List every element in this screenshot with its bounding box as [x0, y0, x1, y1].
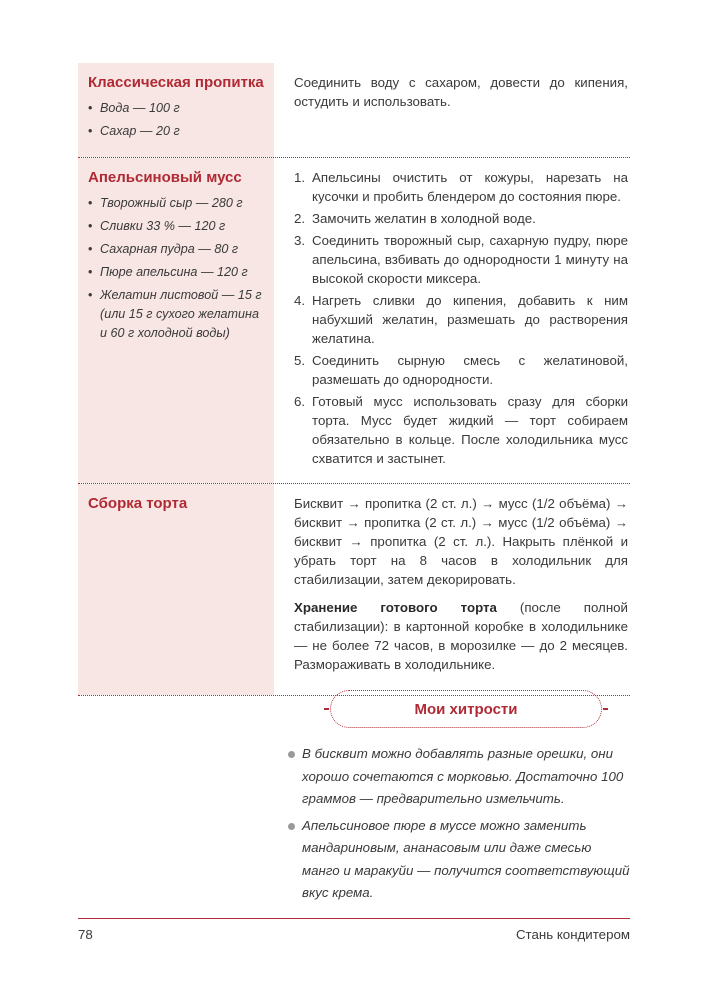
- step-list: [294, 168, 628, 468]
- storage-label: Хранение готового торта: [294, 600, 497, 615]
- storage-text: [294, 598, 628, 674]
- ingredient-list: [88, 194, 264, 343]
- step-text: Нагреть сливки до кипения, добавить к ним набухший желатин, размешать до растворения желатина.: [312, 293, 628, 346]
- step-item: [294, 231, 628, 288]
- method-text: Соединить воду с сахаром, довести до кипения, остудить и использовать.: [294, 75, 628, 109]
- storage-details: (после полной стабилизации): в картонной коробке в холодильнике — не более 72 часов, в морозилке — до 2 месяцев. Размораживать в холодильнике.: [294, 600, 628, 672]
- tricks-badge: [330, 690, 602, 728]
- badge-dash-right: [603, 708, 608, 710]
- section-assembly-method: [274, 484, 630, 695]
- section-title: Сборка торта: [88, 495, 188, 512]
- ingredient-item: • Сахарная пудра — 80 г: [88, 240, 264, 259]
- footer-divider: [78, 918, 630, 919]
- section-assembly: [78, 484, 630, 696]
- step-item: [294, 291, 628, 348]
- ingredient-item: • Сливки 33 % — 120 г: [88, 217, 264, 236]
- ingredient-item: • Желатин листовой — 15 г (или 15 г сухого желатина и 60 г холодной воды): [88, 286, 264, 343]
- section-syrup-ingredients: [78, 63, 274, 157]
- step-number: 2.: [294, 211, 306, 226]
- step-number: 6.: [294, 394, 306, 409]
- tricks-item: Апельсиновое пюре в муссе можно заменить мандариновым, ананасовым или даже смесью манго и маракуйи — получится соответствующий вкус крема.: [288, 815, 630, 905]
- book-title: Стань кондитером: [515, 927, 630, 942]
- section-mousse-ingredients: [78, 158, 274, 483]
- step-number: 3.: [294, 233, 306, 248]
- step-number: 1.: [294, 170, 306, 185]
- step-text: Соединить сырную смесь с желатиновой, размешать до однородности.: [312, 353, 628, 387]
- step-number: 4.: [294, 293, 306, 308]
- ingredient-item: • Творожный сыр — 280 г: [88, 194, 264, 213]
- tricks-title: Мои хитрости: [414, 700, 518, 718]
- step-item: [294, 351, 628, 389]
- step-number: 5.: [294, 353, 306, 368]
- ingredient-item: • Пюре апельсина — 120 г: [88, 263, 264, 282]
- ingredient-item: • Сахар — 20 г: [88, 122, 264, 141]
- step-item: [294, 392, 628, 468]
- page-number: 78: [78, 927, 93, 942]
- badge-dash-left: [324, 708, 329, 710]
- section-mousse: [78, 158, 630, 484]
- section-mousse-method: [274, 158, 630, 483]
- section-title: Апельсиновый мусс: [88, 169, 242, 186]
- section-syrup-method: [274, 63, 630, 157]
- ingredient-item: • Вода — 100 г: [88, 99, 264, 118]
- step-text: Соединить творожный сыр, сахарную пудру, пюре апельсина, взбивать до однородности 1 минуту на высокой скорости миксера.: [312, 233, 628, 286]
- method-text: Бисквит → пропитка (2 ст. л.) → мусс (1/2 объёма) → бисквит → пропитка (2 ст. л.) → мусс (1/2 объёма) → бисквит → пропитка (2 ст. л.). Накрыть плёнкой и убрать торт на 8 часов в холодильник для стабилизации, затем декорировать.: [294, 496, 628, 587]
- ingredient-list: [88, 99, 264, 141]
- tricks-list: [288, 743, 630, 909]
- step-text: Готовый мусс использовать сразу для сборки торта. Мусс будет жидкий — торт собираем обязательно в кольце. После холодильника мусс схватится и застынет.: [312, 394, 628, 466]
- step-text: Апельсины очистить от кожуры, нарезать на кусочки и пробить блендером до состояния пюре.: [312, 170, 628, 204]
- recipe-table: [78, 63, 630, 696]
- step-text: Замочить желатин в холодной воде.: [312, 211, 536, 226]
- step-item: [294, 209, 628, 228]
- section-assembly-label: [78, 484, 274, 695]
- section-syrup: [78, 63, 630, 158]
- section-title: Классическая пропитка: [88, 74, 264, 91]
- step-item: [294, 168, 628, 206]
- tricks-item: В бисквит можно добавлять разные орешки, они хорошо сочетаются с морковью. Достаточно 100 граммов — предварительно измельчить.: [288, 743, 630, 811]
